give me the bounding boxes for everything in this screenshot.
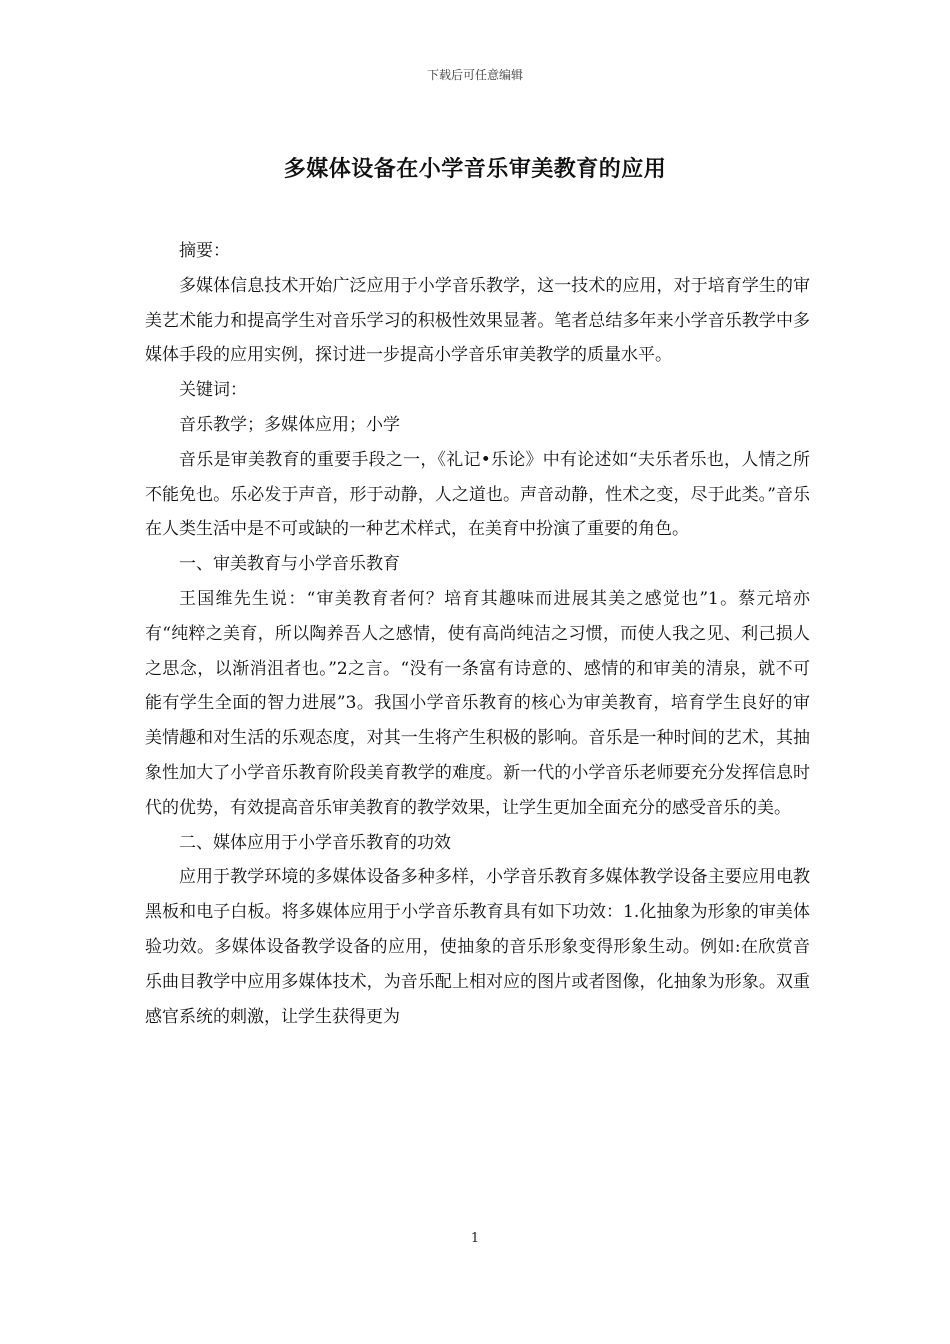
abstract-heading: 摘要： bbox=[179, 241, 230, 261]
document-body bbox=[145, 234, 810, 1034]
document-title: 多媒体设备在小学音乐审美教育的应用 bbox=[283, 156, 667, 182]
section-heading-2: 二、媒体应用于小学音乐教育的功效 bbox=[179, 832, 451, 853]
keywords-heading: 关键词： bbox=[179, 380, 247, 401]
page-number: 1 bbox=[470, 1231, 480, 1246]
section-2-paragraph: 应用于教学环境的多媒体设备多种多样，小学音乐教育多媒体教学设备主要应用电教黑板和电子白板。将多媒体应用于小学音乐教育具有如下功效：1.化抽象为形象的审美体验功效。多媒体设备教学设备的应用，使抽象的音乐形象变得形象生动。例如:在欣赏音乐曲目教学中应用多媒体技术，为音乐配上相对应的图片或者图像，化抽象为形象。双重感官系统的刺激，让学生获得更为 bbox=[145, 867, 810, 1027]
keywords-paragraph: 音乐教学；多媒体应用；小学 bbox=[179, 414, 400, 435]
header-note: 下载后可任意编辑 bbox=[426, 68, 523, 82]
intro-paragraph: 音乐是审美教育的重要手段之一，《礼记•乐论》中有论述如“夫乐者乐也，人情之所不能免也。乐必发于声音，形于动静，人之道也。声音动静，性术之变，尽于此类。”音乐在人类生活中是不可或缺的一种艺术样式，在美育中扮演了重要的角色。 bbox=[145, 449, 810, 540]
abstract-paragraph: 多媒体信息技术开始广泛应用于小学音乐教学，这一技术的应用，对于培育学生的审美艺术能力和提高学生对音乐学习的积极性效果显著。笔者总结多年来小学音乐教学中多媒体手段的应用实例，探讨进一步提高小学音乐审美教学的质量水平。 bbox=[145, 275, 810, 366]
section-1-paragraph: 王国维先生说：“审美教育者何？培育其趣味而进展其美之感觉也”1。蔡元培亦有“纯粹之美育，所以陶养吾人之感情，使有高尚纯洁之习惯，而使人我之见、利己损人之思念，以渐消沮者也。”2之言。“没有一条富有诗意的、感情的和审美的清泉，就不可能有学生全面的智力进展”3。我国小学音乐教育的核心为审美教育，培育学生良好的审美情趣和对生活的乐观态度，对其一生将产生积极的影响。音乐是一种时间的艺术，其抽象性加大了小学音乐教育阶段美育教学的难度。新一代的小学音乐老师要充分发挥信息时代的优势，有效提高音乐审美教育的教学效果，让学生更加全面充分的感受音乐的美。 bbox=[145, 588, 810, 818]
section-heading-1: 一、审美教育与小学音乐教育 bbox=[179, 554, 400, 575]
